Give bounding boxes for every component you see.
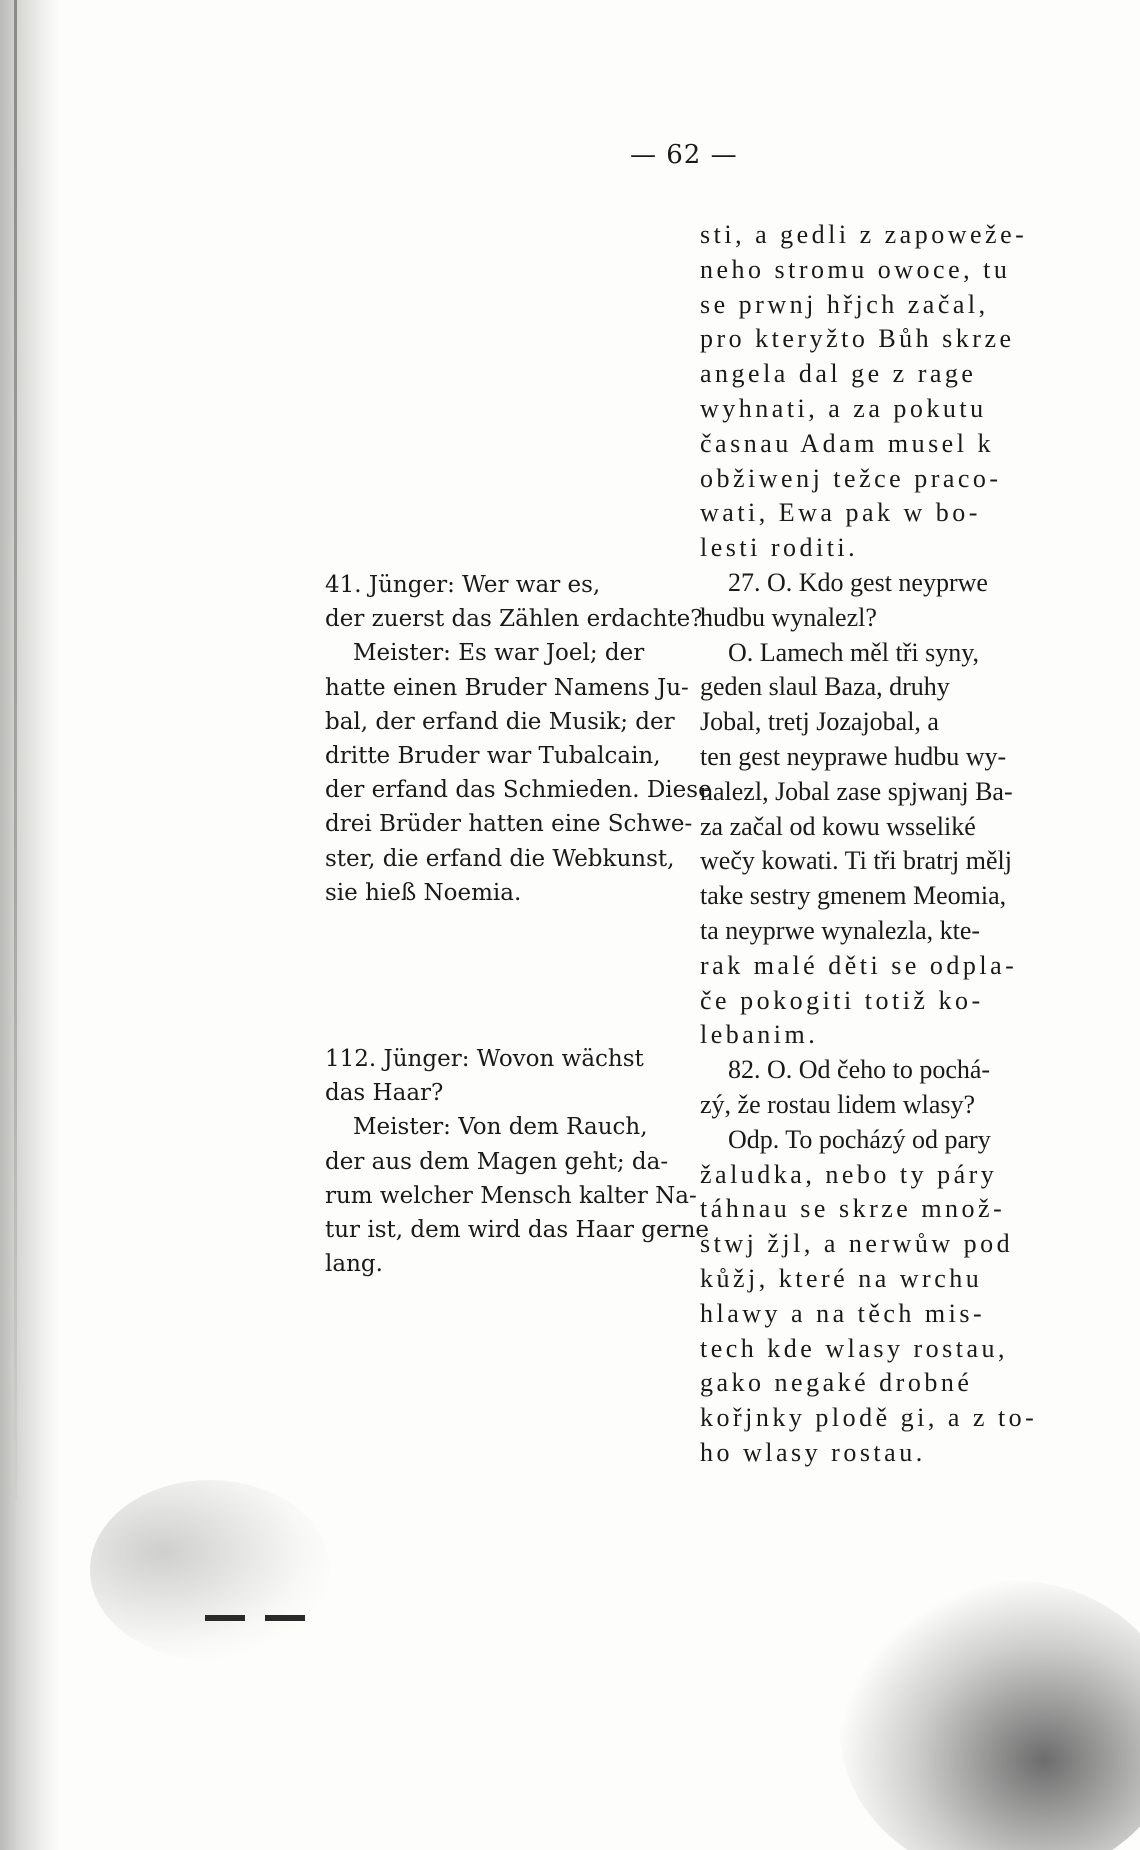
text-line: se prwnj hřjch začal,	[700, 289, 989, 319]
text-line: žaludka, nebo ty páry	[700, 1159, 998, 1189]
text-line: če pokogiti totiž ko-	[700, 985, 984, 1015]
text-line: Meister: Es war Joel; der	[353, 640, 645, 667]
text-line: 82. O. Od čeho to pochá-	[728, 1055, 991, 1085]
text-line: obžiwenj težce praco-	[700, 463, 1002, 493]
text-line: neho stromu owoce, tu	[700, 254, 1011, 284]
text-line: rak malé děti se odpla-	[700, 950, 1018, 980]
text-line: lang.	[325, 1251, 383, 1278]
text-line: angela dal ge z rage	[700, 359, 977, 389]
text-line: der aus dem Magen geht; da-	[325, 1148, 669, 1175]
right-column-czech-text	[700, 218, 1080, 1471]
text-line: dritte Bruder war Tubalcain,	[325, 743, 661, 770]
text-line: sti, a gedli z zapoweže-	[700, 220, 1028, 249]
text-line: zý, že rostau lidem wlasy?	[700, 1089, 976, 1119]
text-line: ho wlasy rostau.	[700, 1437, 926, 1467]
text-line: der zuerst das Zählen erdachte?	[325, 606, 703, 633]
text-line: tech kde wlasy rostau,	[700, 1333, 1009, 1363]
text-line: pro kteryžto Bůh skrze	[700, 324, 1015, 354]
text-line: ten gest neyprawe hudbu wy-	[700, 741, 1007, 771]
text-line: nalezl, Jobal zase spjwanj Ba-	[700, 776, 1013, 806]
text-line: der erfand das Schmieden. Diese	[325, 777, 712, 804]
text-line: lesti roditi.	[700, 533, 859, 563]
page-number: — 62 —	[630, 140, 738, 170]
text-line: táhnau se skrze množ-	[700, 1194, 1006, 1224]
text-line: lebanim.	[700, 1020, 819, 1050]
text-line: das Haar?	[325, 1080, 444, 1107]
text-line: hudbu wynalezl?	[700, 602, 877, 632]
text-line: 27. O. Kdo gest neyprwe	[728, 567, 988, 597]
text-line: ster, die erfand die Webkunst,	[325, 845, 675, 872]
text-line: za začal od kowu wsseliké	[700, 811, 976, 841]
text-line: rum welcher Mensch kalter Na-	[325, 1182, 697, 1209]
text-line: ta neyprwe wynalezla, kte-	[700, 915, 981, 945]
text-line: Odp. To pocházý od pary	[728, 1124, 991, 1154]
text-line: stwj žjl, a nerwůw pod	[700, 1229, 1014, 1259]
text-line: kořjnky plodě gi, a z to-	[700, 1403, 1038, 1433]
text-line: Jobal, tretj Jozajobal, a	[700, 707, 939, 737]
left-column-entry-112	[325, 1042, 710, 1281]
scan-smudge	[90, 1480, 330, 1660]
text-line: sie hieß Noemia.	[325, 879, 522, 906]
text-line: hlawy a na těch mis-	[700, 1298, 986, 1328]
text-line: wyhnati, a za pokutu	[700, 393, 987, 423]
text-line: hatte einen Bruder Namens Ju-	[325, 674, 689, 701]
binding-edge	[14, 0, 17, 1500]
text-line: O. Lamech měl tři syny,	[728, 637, 980, 667]
text-line: tur ist, dem wird das Haar gerne	[325, 1217, 710, 1244]
scan-artifact-dash	[205, 1615, 365, 1621]
text-line: wečy kowati. Ti tři bratrj mělj	[700, 846, 1012, 876]
left-column-entry-41	[325, 568, 712, 910]
page-gutter-shadow	[0, 0, 60, 1850]
text-line: geden slaul Baza, druhy	[700, 672, 950, 702]
text-line: 112. Jünger: Wovon wächst	[325, 1046, 644, 1072]
text-line: časnau Adam musel k	[700, 428, 994, 458]
text-line: gako negaké drobné	[700, 1368, 973, 1398]
text-line: Meister: Von dem Rauch,	[353, 1114, 648, 1141]
text-line: take sestry gmenem Meomia,	[700, 881, 1007, 911]
text-line: drei Brüder hatten eine Schwe-	[325, 811, 693, 838]
text-line: bal, der erfand die Musik; der	[325, 708, 675, 735]
text-line: kůžj, které na wrchu	[700, 1263, 983, 1293]
scan-corner-shadow	[840, 1580, 1140, 1850]
text-line: 41. Jünger: Wer war es,	[325, 572, 601, 598]
text-line: wati, Ewa pak w bo-	[700, 498, 981, 528]
